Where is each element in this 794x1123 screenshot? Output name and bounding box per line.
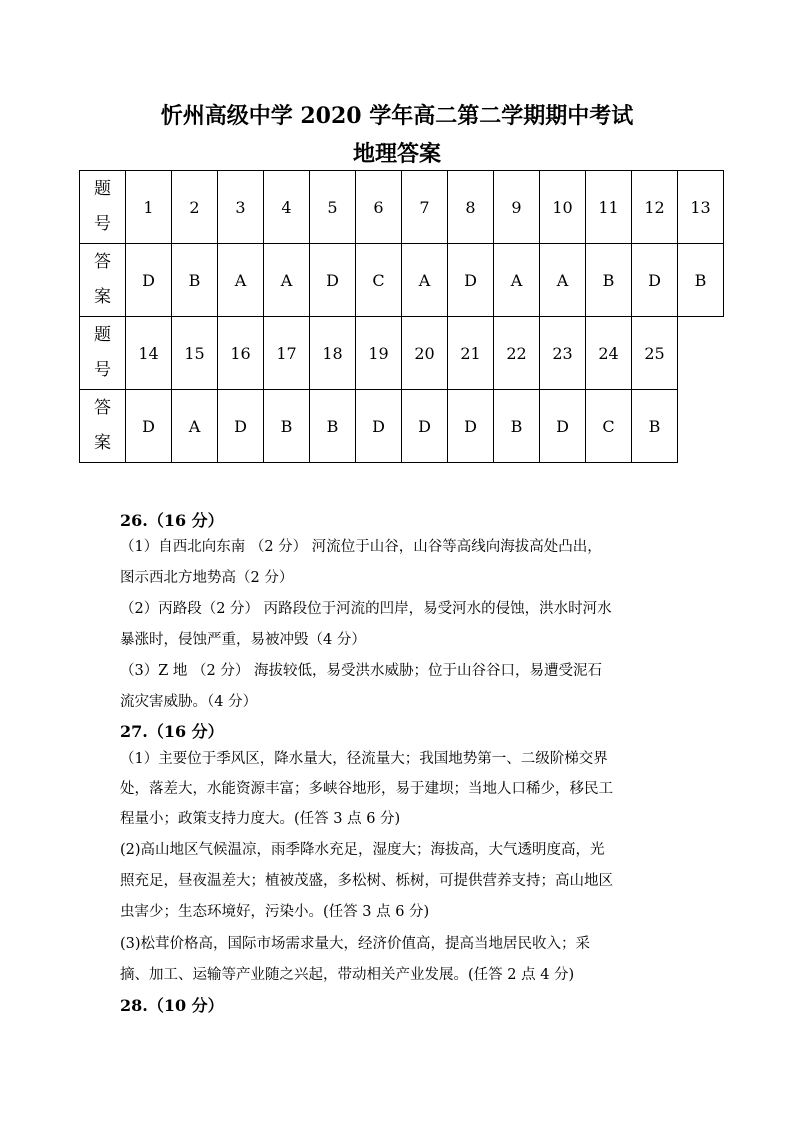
row-label-char: 案 (94, 433, 111, 453)
q26-line: （2）丙路段（2 分） 丙路段位于河流的凹岸，易受河水的侵蚀，洪水时河水 (120, 601, 612, 617)
question-27-heading: 27.（16 分） (120, 722, 224, 741)
q26-line: （3）Z 地 （2 分） 海拔较低，易受洪水威胁；位于山谷谷口，易遭受泥石 (120, 663, 602, 679)
answer-cell: A (264, 244, 310, 317)
q26-line: （1）自西北向东南 （2 分） 河流位于山谷，山谷等高线向海拔高处凸出， (120, 539, 602, 555)
question-number: 16 (218, 317, 264, 390)
answer-cell: A (402, 244, 448, 317)
answer-cell: C (586, 390, 632, 463)
q27-line: 处，落差大，水能资源丰富；多峡谷地形，易于建坝；当地人口稀少，移民工 (120, 781, 613, 797)
row-label-char: 答 (94, 252, 111, 272)
q26-line: 流灾害威胁。（4 分） (120, 694, 258, 710)
row-label-number (80, 171, 126, 244)
question-number: 10 (540, 171, 586, 244)
question-number: 25 (632, 317, 678, 390)
answer-cell: B (586, 244, 632, 317)
answer-cell: B (494, 390, 540, 463)
answer-cell: D (356, 390, 402, 463)
question-number: 2 (172, 171, 218, 244)
table-row-numbers-1 (80, 171, 724, 244)
question-number: 24 (586, 317, 632, 390)
answer-cell: A (218, 244, 264, 317)
answer-cell: D (402, 390, 448, 463)
q27-line: 程量小；政策支持力度大。(任答 3 点 6 分) (120, 811, 401, 827)
q27-line: 虫害少；生态环境好，污染小。(任答 3 点 6 分) (120, 904, 430, 920)
answer-cell: A (540, 244, 586, 317)
empty-cell (678, 317, 724, 390)
row-label-char: 答 (94, 398, 111, 418)
table-row-numbers-2 (80, 317, 724, 390)
row-label-char: 案 (94, 287, 111, 307)
question-number: 22 (494, 317, 540, 390)
question-number: 8 (448, 171, 494, 244)
q27-line: 摘、加工、运输等产业随之兴起，带动相关产业发展。(任答 2 点 4 分) (120, 967, 575, 983)
question-number: 23 (540, 317, 586, 390)
answer-cell: D (310, 244, 356, 317)
answer-cell: A (494, 244, 540, 317)
question-number: 4 (264, 171, 310, 244)
question-number: 7 (402, 171, 448, 244)
answer-cell: B (632, 390, 678, 463)
row-label-number (80, 317, 126, 390)
q27-line: （1）主要位于季风区，降水量大，径流量大；我国地势第一、二级阶梯交界 (120, 751, 608, 767)
answer-table (79, 170, 724, 463)
question-number: 17 (264, 317, 310, 390)
doc-subtitle: 地理答案 (352, 141, 441, 167)
answer-cell: D (126, 390, 172, 463)
answer-cell: D (448, 244, 494, 317)
answer-cell: B (310, 390, 356, 463)
question-number: 13 (678, 171, 724, 244)
question-28-heading: 28.（10 分） (120, 996, 224, 1015)
question-number: 18 (310, 317, 356, 390)
empty-cell (678, 390, 724, 463)
row-label-char: 号 (94, 360, 111, 380)
table-row-answers-1 (80, 244, 724, 317)
row-label-char: 题 (94, 325, 111, 345)
question-number: 15 (172, 317, 218, 390)
answer-cell: C (356, 244, 402, 317)
question-number: 21 (448, 317, 494, 390)
q26-line: 图示西北方地势高（2 分） (120, 570, 294, 586)
row-label-char: 号 (94, 214, 111, 234)
question-number: 11 (586, 171, 632, 244)
question-number: 9 (494, 171, 540, 244)
q26-line: 暴涨时，侵蚀严重，易被冲毁（4 分） (120, 632, 366, 648)
answer-cell: B (264, 390, 310, 463)
answer-cell: D (218, 390, 264, 463)
answer-cell: D (448, 390, 494, 463)
table-row-answers-2 (80, 390, 724, 463)
answer-cell: D (540, 390, 586, 463)
q27-line: (2)高山地区气候温凉，雨季降水充足，湿度大；海拔高，大气透明度高，光 (120, 842, 605, 858)
question-number: 19 (356, 317, 402, 390)
q27-line: 照充足，昼夜温差大；植被茂盛，多松树、栎树，可提供营养支持；高山地区 (120, 873, 613, 889)
question-number: 1 (126, 171, 172, 244)
question-number: 6 (356, 171, 402, 244)
question-number: 3 (218, 171, 264, 244)
answer-cell: A (172, 390, 218, 463)
question-number: 14 (126, 317, 172, 390)
doc-title: 忻州高级中学 2020 学年高二第二学期期中考试 (160, 103, 634, 129)
row-label-answer (80, 244, 126, 317)
question-number: 20 (402, 317, 448, 390)
row-label-char: 题 (94, 179, 111, 199)
q27-line: (3)松茸价格高，国际市场需求量大，经济价值高，提高当地居民收入；采 (120, 936, 591, 952)
answer-cell: D (126, 244, 172, 317)
answer-cell: D (632, 244, 678, 317)
question-number: 5 (310, 171, 356, 244)
row-label-answer (80, 390, 126, 463)
question-26-heading: 26.（16 分） (120, 511, 224, 530)
answer-cell: B (172, 244, 218, 317)
answer-cell: B (678, 244, 724, 317)
question-number: 12 (632, 171, 678, 244)
